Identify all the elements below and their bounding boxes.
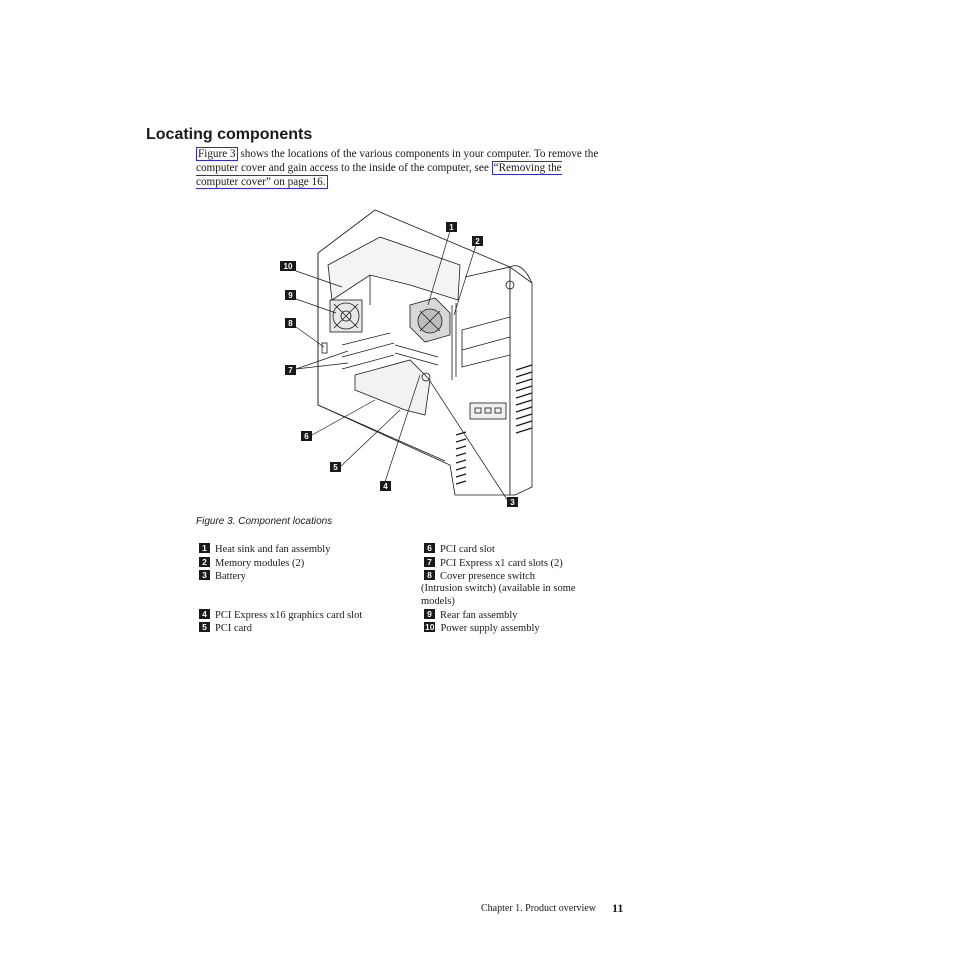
legend-label: Rear fan assembly bbox=[440, 610, 518, 621]
legend-item bbox=[424, 570, 535, 584]
callout-3-label: 3 bbox=[510, 498, 515, 507]
legend-item bbox=[424, 622, 540, 636]
legend-number: 3 bbox=[199, 570, 210, 580]
figure-caption: Figure 3. Component locations bbox=[196, 516, 333, 527]
legend-number: 7 bbox=[424, 557, 435, 567]
legend-number: 1 bbox=[199, 543, 210, 553]
legend-number: 5 bbox=[199, 622, 210, 632]
legend-number: 8 bbox=[424, 570, 435, 580]
callout-4-label: 4 bbox=[383, 482, 388, 491]
legend-item bbox=[424, 557, 563, 571]
legend-item-continuation bbox=[421, 583, 601, 608]
legend-item bbox=[199, 557, 304, 571]
component-locations-figure bbox=[270, 205, 550, 513]
removing-cover-link[interactable]: “Removing the computer cover” on page 16. bbox=[196, 161, 562, 188]
callout-10-label: 10 bbox=[283, 262, 293, 271]
legend-item bbox=[199, 609, 362, 623]
legend-label: Battery bbox=[215, 571, 246, 582]
legend-label: Power supply assembly bbox=[440, 623, 540, 634]
intro-text: shows the locations of the various components in your computer. To remove the computer cover and gain access to the inside of the computer, see bbox=[196, 148, 599, 174]
legend-number: 6 bbox=[424, 543, 435, 553]
section-heading: Locating components bbox=[146, 126, 313, 143]
legend-number: 9 bbox=[424, 609, 435, 619]
callout-7-label: 7 bbox=[288, 366, 293, 375]
legend-label: PCI Express x16 graphics card slot bbox=[215, 610, 363, 621]
intro-paragraph bbox=[196, 148, 601, 189]
legend-item bbox=[424, 543, 495, 557]
figure-3-link[interactable]: Figure 3 bbox=[198, 148, 236, 160]
legend-label: Cover presence switch bbox=[440, 571, 536, 582]
footer-chapter: Chapter 1. Product overview bbox=[481, 903, 596, 914]
legend-number: 4 bbox=[199, 609, 210, 619]
legend-label: Memory modules (2) bbox=[215, 558, 305, 569]
callout-2-label: 2 bbox=[475, 237, 480, 246]
callout-8-label: 8 bbox=[288, 319, 293, 328]
legend-label: PCI Express x1 card slots (2) bbox=[440, 558, 563, 569]
legend-item bbox=[199, 622, 252, 636]
callout-9-label: 9 bbox=[288, 291, 293, 300]
callout-1-label: 1 bbox=[449, 223, 454, 232]
legend-item bbox=[199, 543, 330, 557]
legend-label: PCI card slot bbox=[440, 544, 495, 555]
page-number: 11 bbox=[612, 901, 624, 915]
legend-label: (Intrusion switch) (available in some models) bbox=[421, 583, 576, 607]
legend-number: 10 bbox=[425, 622, 435, 632]
callout-5-label: 5 bbox=[333, 463, 338, 472]
legend-label: PCI card bbox=[215, 623, 253, 634]
legend-number: 2 bbox=[199, 557, 210, 567]
legend-item bbox=[199, 570, 246, 584]
legend-item bbox=[424, 609, 518, 623]
legend-label: Heat sink and fan assembly bbox=[215, 544, 331, 555]
callout-6-label: 6 bbox=[304, 432, 309, 441]
